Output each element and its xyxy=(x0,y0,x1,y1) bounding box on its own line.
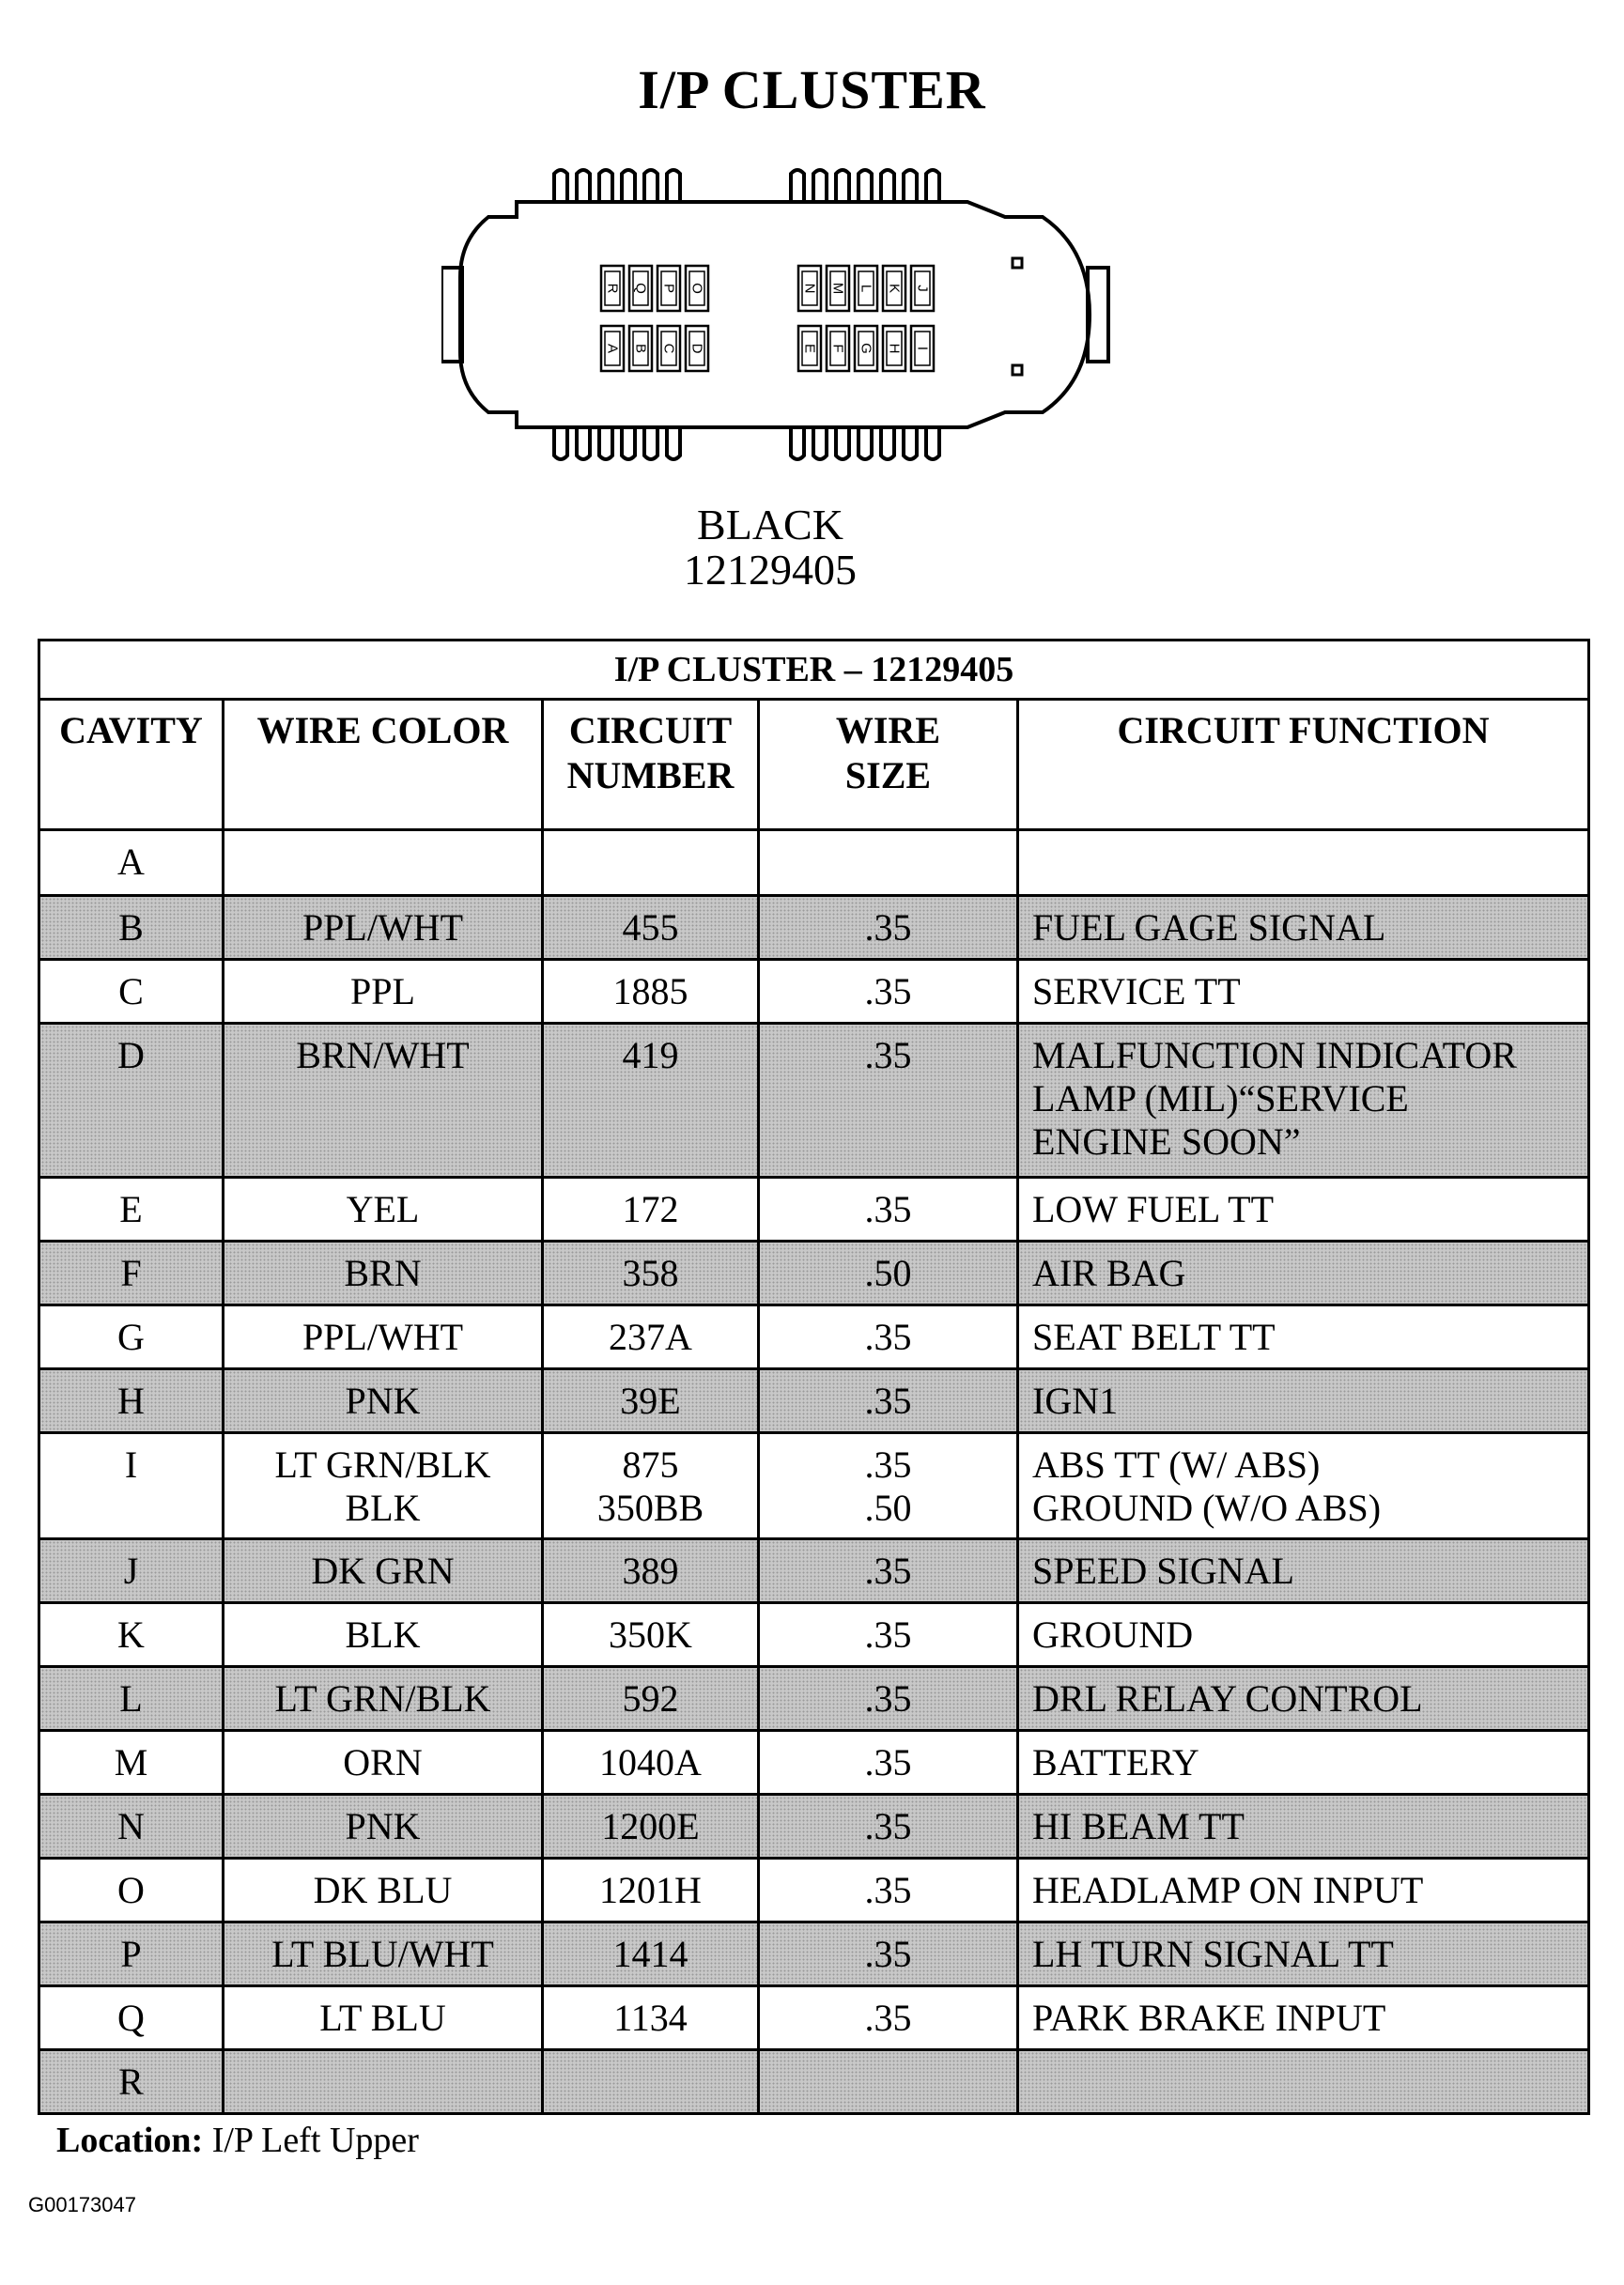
wire-size-cell: .35 xyxy=(759,960,1018,1024)
wire-size-cell: .35 xyxy=(759,896,1018,960)
circuit-number-cell: 455 xyxy=(543,896,759,960)
location-value: I/P Left Upper xyxy=(211,2121,419,2160)
wire-size-cell: .35 xyxy=(759,1986,1018,2050)
table-row xyxy=(39,1986,1589,2050)
reference-code: G00173047 xyxy=(28,2193,136,2216)
circuit-number-cell: 350K xyxy=(543,1603,759,1667)
circuit-function-cell: FUEL GAGE SIGNAL xyxy=(1018,896,1589,960)
table-row xyxy=(39,1667,1589,1731)
svg-text:L: L xyxy=(858,284,874,293)
table-row xyxy=(39,960,1589,1024)
circuit-function-cell: SEAT BELT TT xyxy=(1018,1305,1589,1369)
wire-color-cell: BRN xyxy=(224,1242,543,1305)
table-row xyxy=(39,1859,1589,1922)
table-row xyxy=(39,1603,1589,1667)
cavity-cell: P xyxy=(39,1922,224,1986)
svg-text:D: D xyxy=(688,343,705,354)
circuit-number-cell: 875 350BB xyxy=(543,1433,759,1539)
connector-face-diagram xyxy=(441,164,1118,465)
circuit-function-cell: SPEED SIGNAL xyxy=(1018,1539,1589,1603)
wire-size-cell: .35 xyxy=(759,1539,1018,1603)
cavity-cell: R xyxy=(39,2050,224,2114)
cavity-r xyxy=(601,266,624,311)
locking-finger xyxy=(904,170,917,202)
header-cavity: CAVITY xyxy=(39,700,224,830)
circuit-number-cell: 592 xyxy=(543,1667,759,1731)
locking-finger xyxy=(881,170,894,202)
cavity-c xyxy=(657,326,680,371)
circuit-function-cell xyxy=(1018,2050,1589,2114)
cavity-n xyxy=(798,266,821,311)
locking-finger xyxy=(858,170,872,202)
svg-text:G: G xyxy=(858,343,874,354)
locking-finger xyxy=(791,427,804,459)
circuit-function-cell: AIR BAG xyxy=(1018,1242,1589,1305)
table-row xyxy=(39,1731,1589,1795)
wire-color-cell: DK BLU xyxy=(224,1859,543,1922)
wire-color-cell: PNK xyxy=(224,1369,543,1433)
svg-text:B: B xyxy=(632,343,649,354)
locking-finger xyxy=(881,427,894,459)
wire-color-cell: BLK xyxy=(224,1603,543,1667)
svg-text:Q: Q xyxy=(632,283,649,294)
cavity-cell: M xyxy=(39,1731,224,1795)
wire-color-cell: ORN xyxy=(224,1731,543,1795)
cavity-h xyxy=(883,326,905,371)
circuit-number-cell: 1414 xyxy=(543,1922,759,1986)
circuit-number-cell: 172 xyxy=(543,1178,759,1242)
locking-finger xyxy=(791,170,804,202)
wire-color-cell: YEL xyxy=(224,1178,543,1242)
circuit-number-cell: 419 xyxy=(543,1024,759,1178)
circuit-number-cell: 39E xyxy=(543,1369,759,1433)
table-row xyxy=(39,2050,1589,2114)
cavity-d xyxy=(686,326,708,371)
locking-finger xyxy=(577,427,590,459)
location-note xyxy=(56,2120,419,2161)
locking-finger xyxy=(599,170,612,202)
wire-size-cell: .35 xyxy=(759,1305,1018,1369)
wire-size-cell: .35 xyxy=(759,1859,1018,1922)
header-circuit-function: CIRCUIT FUNCTION xyxy=(1018,700,1589,830)
cavity-k xyxy=(883,266,905,311)
table-title: I/P CLUSTER – 12129405 xyxy=(39,641,1589,700)
svg-text:N: N xyxy=(801,283,818,294)
circuit-function-cell: DRL RELAY CONTROL xyxy=(1018,1667,1589,1731)
locking-finger xyxy=(904,427,917,459)
cavity-cell: C xyxy=(39,960,224,1024)
cavity-cell: H xyxy=(39,1369,224,1433)
wire-size-cell: .35 xyxy=(759,1795,1018,1859)
locking-finger xyxy=(577,170,590,202)
circuit-number-cell: 237A xyxy=(543,1305,759,1369)
wire-size-cell: .35 xyxy=(759,1731,1018,1795)
locking-finger xyxy=(926,427,939,459)
circuit-function-cell: BATTERY xyxy=(1018,1731,1589,1795)
table-row xyxy=(39,1433,1589,1539)
cavity-b xyxy=(629,326,652,371)
wire-color-cell: PNK xyxy=(224,1795,543,1859)
svg-text:I: I xyxy=(914,346,931,351)
wire-color-cell: PPL/WHT xyxy=(224,896,543,960)
circuit-function-cell: PARK BRAKE INPUT xyxy=(1018,1986,1589,2050)
locking-finger xyxy=(622,427,635,459)
wire-color-cell: LT GRN/BLK BLK xyxy=(224,1433,543,1539)
wire-color-cell: PPL/WHT xyxy=(224,1305,543,1369)
svg-text:P: P xyxy=(660,283,677,294)
wire-size-cell: .35 .50 xyxy=(759,1433,1018,1539)
pinout-table xyxy=(38,639,1590,2115)
circuit-function-cell: SERVICE TT xyxy=(1018,960,1589,1024)
locking-finger xyxy=(644,427,657,459)
cavity-f xyxy=(827,326,849,371)
svg-text:M: M xyxy=(829,282,846,295)
wire-size-cell: .35 xyxy=(759,1024,1018,1178)
table-row xyxy=(39,1305,1589,1369)
svg-text:C: C xyxy=(660,343,677,354)
cavity-cell: Q xyxy=(39,1986,224,2050)
locking-finger xyxy=(667,427,680,459)
cavity-o xyxy=(686,266,708,311)
cavity-cell: K xyxy=(39,1603,224,1667)
cavity-p xyxy=(657,266,680,311)
wire-size-cell: .35 xyxy=(759,1603,1018,1667)
page-title: I/P CLUSTER xyxy=(638,59,986,120)
circuit-function-cell: MALFUNCTION INDICATOR LAMP (MIL)“SERVICE ENGINE SOON” xyxy=(1018,1024,1589,1178)
locking-finger xyxy=(554,427,567,459)
svg-text:K: K xyxy=(886,283,903,294)
cavity-a xyxy=(601,326,624,371)
svg-text:H: H xyxy=(886,343,903,354)
circuit-function-cell xyxy=(1018,830,1589,896)
cavity-cell: N xyxy=(39,1795,224,1859)
table-row xyxy=(39,1795,1589,1859)
svg-text:O: O xyxy=(688,283,705,294)
cavity-cell: L xyxy=(39,1667,224,1731)
svg-text:R: R xyxy=(604,283,621,294)
circuit-function-cell: ABS TT (W/ ABS) GROUND (W/O ABS) xyxy=(1018,1433,1589,1539)
locking-finger xyxy=(836,427,849,459)
wire-size-cell: .35 xyxy=(759,1922,1018,1986)
connector-part-number: 12129405 xyxy=(684,546,857,594)
header-wire-color: WIRE COLOR xyxy=(224,700,543,830)
cavity-l xyxy=(855,266,877,311)
cavity-e xyxy=(798,326,821,371)
wire-color-cell: BRN/WHT xyxy=(224,1024,543,1178)
locking-finger xyxy=(554,170,567,202)
cavity-g xyxy=(855,326,877,371)
header-wire-size: WIRE SIZE xyxy=(759,700,1018,830)
circuit-number-cell xyxy=(543,830,759,896)
header-circuit-number: CIRCUIT NUMBER xyxy=(543,700,759,830)
table-row xyxy=(39,1922,1589,1986)
locking-finger xyxy=(644,170,657,202)
key-notch xyxy=(1013,258,1022,268)
cavity-cell: A xyxy=(39,830,224,896)
wire-size-cell: .35 xyxy=(759,1178,1018,1242)
locking-finger xyxy=(813,170,827,202)
circuit-function-cell: HEADLAMP ON INPUT xyxy=(1018,1859,1589,1922)
cavity-cell: G xyxy=(39,1305,224,1369)
circuit-function-cell: IGN1 xyxy=(1018,1369,1589,1433)
cavity-m xyxy=(827,266,849,311)
circuit-function-cell: GROUND xyxy=(1018,1603,1589,1667)
locking-finger xyxy=(926,170,939,202)
svg-text:E: E xyxy=(801,343,818,354)
cavity-i xyxy=(911,326,934,371)
svg-text:A: A xyxy=(604,343,621,354)
wire-size-cell: .35 xyxy=(759,1667,1018,1731)
circuit-number-cell: 389 xyxy=(543,1539,759,1603)
connector-body xyxy=(460,202,1090,427)
circuit-number-cell: 1885 xyxy=(543,960,759,1024)
circuit-number-cell: 1040A xyxy=(543,1731,759,1795)
wire-color-cell xyxy=(224,2050,543,2114)
cavity-cell: O xyxy=(39,1859,224,1922)
wire-size-cell: .35 xyxy=(759,1369,1018,1433)
locking-finger xyxy=(813,427,827,459)
locking-finger xyxy=(836,170,849,202)
locking-finger xyxy=(622,170,635,202)
table-row xyxy=(39,830,1589,896)
circuit-function-cell: LH TURN SIGNAL TT xyxy=(1018,1922,1589,1986)
wire-color-cell: DK GRN xyxy=(224,1539,543,1603)
circuit-function-cell: LOW FUEL TT xyxy=(1018,1178,1589,1242)
circuit-number-cell: 1200E xyxy=(543,1795,759,1859)
wire-size-cell xyxy=(759,830,1018,896)
wire-color-cell: PPL xyxy=(224,960,543,1024)
wire-size-cell xyxy=(759,2050,1018,2114)
table-row xyxy=(39,1369,1589,1433)
locking-finger xyxy=(599,427,612,459)
key-notch xyxy=(1013,365,1022,375)
svg-text:F: F xyxy=(829,344,846,353)
table-row xyxy=(39,1024,1589,1178)
circuit-number-cell: 358 xyxy=(543,1242,759,1305)
circuit-number-cell: 1134 xyxy=(543,1986,759,2050)
circuit-number-cell: 1201H xyxy=(543,1859,759,1922)
circuit-function-cell: HI BEAM TT xyxy=(1018,1795,1589,1859)
table-row xyxy=(39,1539,1589,1603)
connector-color: BLACK xyxy=(697,501,843,548)
table-row xyxy=(39,1242,1589,1305)
cavity-cell: B xyxy=(39,896,224,960)
cavity-cell: E xyxy=(39,1178,224,1242)
cavity-cell: J xyxy=(39,1539,224,1603)
wire-color-cell: LT GRN/BLK xyxy=(224,1667,543,1731)
locking-finger xyxy=(858,427,872,459)
cavity-j xyxy=(911,266,934,311)
cavity-cell: F xyxy=(39,1242,224,1305)
wire-color-cell: LT BLU/WHT xyxy=(224,1922,543,1986)
locking-finger xyxy=(667,170,680,202)
svg-text:J: J xyxy=(914,285,931,292)
wire-color-cell: LT BLU xyxy=(224,1986,543,2050)
cavity-q xyxy=(629,266,652,311)
wire-size-cell: .50 xyxy=(759,1242,1018,1305)
location-label: Location: xyxy=(56,2121,204,2160)
cavity-cell: D xyxy=(39,1024,224,1178)
table-row xyxy=(39,896,1589,960)
wire-color-cell xyxy=(224,830,543,896)
table-row xyxy=(39,1178,1589,1242)
circuit-number-cell xyxy=(543,2050,759,2114)
cavity-cell: I xyxy=(39,1433,224,1539)
